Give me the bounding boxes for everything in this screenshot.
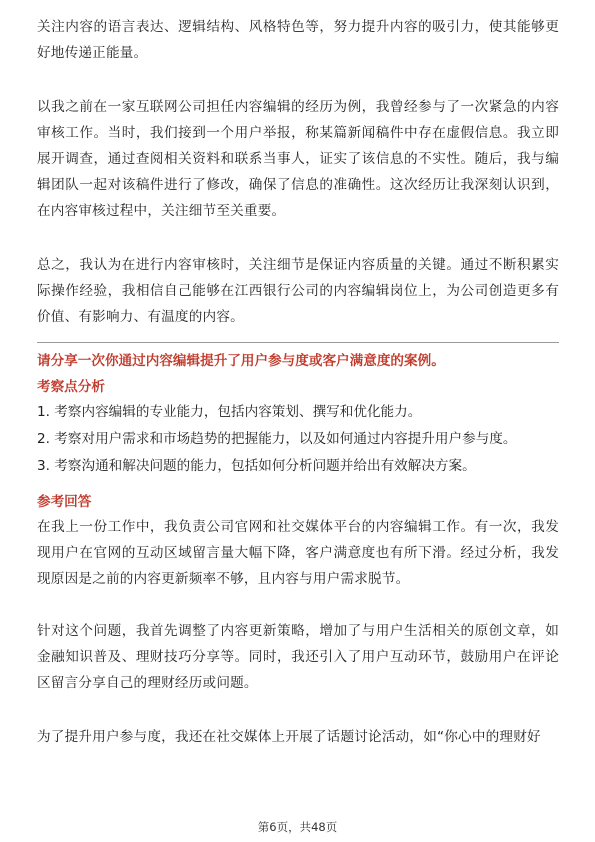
section-divider: [37, 342, 559, 343]
answer-paragraph-2: 针对这个问题，我首先调整了内容更新策略，增加了与用户生活相关的原创文章，如金融知识普及、理财技巧分享等。同时，我还引入了用户互动环节，鼓励用户在评论区留言分享自己的理财经历或问题。: [37, 623, 559, 691]
page-number-label: 第6页，共48页: [257, 820, 338, 834]
intro-paragraph-3: 总之，我认为在进行内容审核时，关注细节是保证内容质量的关键。通过不断积累实际操作经验，我相信自己能够在江西银行公司的内容编辑岗位上，为公司创造更多有价值、有影响力、有温度的内容。: [37, 257, 559, 325]
analysis-heading: 考察点分析: [37, 379, 105, 395]
analysis-item-2: 2. 考察对用户需求和市场趋势的把握能力，以及如何通过内容提升用户参与度。: [37, 431, 517, 447]
intro-paragraph-1: 关注内容的语言表达、逻辑结构、风格特色等，努力提升内容的吸引力，使其能够更好地传递正能量。: [37, 19, 559, 61]
interview-question: 请分享一次你通过内容编辑提升了用户参与度或客户满意度的案例。: [37, 353, 445, 369]
analysis-item-1: 1. 考察内容编辑的专业能力，包括内容策划、撰写和优化能力。: [37, 404, 422, 420]
answer-paragraph-3: 为了提升用户参与度，我还在社交媒体上开展了话题讨论活动，如“你心中的理财好: [37, 729, 541, 745]
page-footer: [0, 819, 595, 835]
intro-paragraph-2: 以我之前在一家互联网公司担任内容编辑的经历为例，我曾经参与了一次紧急的内容审核工作。当时，我们接到一个用户举报，称某篇新闻稿件中存在虚假信息。我立即展开调查，通过查阅相关资料和联系当事人，证实了该信息的不实性。随后，我与编辑团队一起对该稿件进行了修改，确保了信息的准确性。这次经历让我深刻认识到，在内容审核过程中，关注细节至关重要。: [37, 99, 559, 219]
answer-heading: 参考回答: [37, 494, 92, 510]
answer-paragraph-1: 在我上一份工作中，我负责公司官网和社交媒体平台的内容编辑工作。有一次，我发现用户在官网的互动区域留言量大幅下降，客户满意度也有所下滑。经过分析，我发现原因是之前的内容更新频率不够，且内容与用户需求脱节。: [37, 519, 559, 587]
analysis-item-3: 3. 考察沟通和解决问题的能力，包括如何分析问题并给出有效解决方案。: [37, 458, 476, 474]
page-content: [37, 14, 559, 750]
